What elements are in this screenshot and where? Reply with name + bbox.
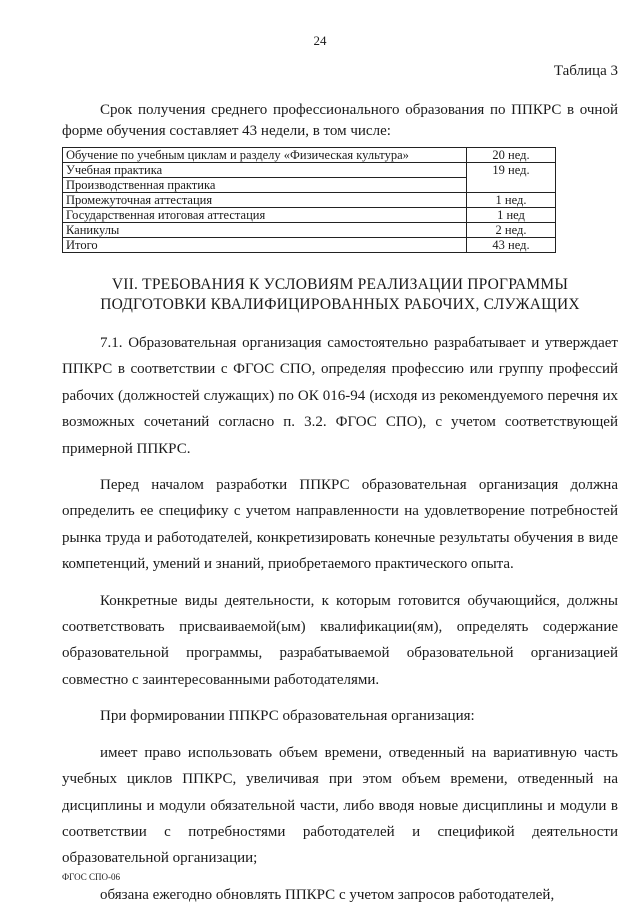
paragraph: обязана ежегодно обновлять ППКРС с учетом запросов работодателей,: [100, 886, 555, 903]
section-heading: [62, 275, 618, 315]
row-label: Промежуточная аттестация: [63, 193, 467, 208]
table-row: [63, 238, 556, 253]
paragraph: 7.1. Образовательная организация самостоятельно разрабатывает и утверждает ППКРС в соответствии с ФГОС СПО, определяя профессию или группу профессий рабочих (должностей служащих) по ОК 016-94 (исходя из рекомендуемого перечня их возможных сочетаний согласно п. 3.2. ФГОС СПО), с учетом соответствующей примерной ППКРС.: [62, 335, 618, 457]
table-row: [63, 223, 556, 238]
paragraph: Конкретные виды деятельности, к которым готовится обучающийся, должны соответствовать присваиваемой(ым) квалификации(ям), определять содержание образовательной программы, разрабатываемой образовательной организацией совместно с заинтересованными работодателями.: [62, 592, 618, 688]
paragraph: Перед началом разработки ППКРС образовательная организация должна определить ее специфику с учетом направленности на удовлетворение потребностей рынка труда и работодателей, конкретизировать конечные результаты обучения в виде компетенций, умений и знаний, приобретаемого практического опыта.: [62, 477, 618, 573]
row-value: 43 нед.: [467, 238, 556, 253]
row-value: 1 нед: [467, 208, 556, 223]
paragraph: При формировании ППКРС образовательная организация:: [100, 708, 475, 725]
row-label: Государственная итоговая аттестация: [63, 208, 467, 223]
row-label: Итого: [63, 238, 467, 253]
row-value: 20 нед.: [467, 148, 556, 163]
table-caption: Таблица 3: [553, 63, 618, 79]
row-value: 19 нед.: [467, 163, 556, 193]
page-number: 24: [313, 33, 327, 48]
study-terms-table: [62, 147, 556, 253]
table-row: [63, 163, 556, 178]
footer-code: ФГОС СПО-06: [62, 872, 120, 882]
table-row: [63, 193, 556, 208]
row-label: Учебная практика: [63, 163, 467, 178]
section-heading-line: VII. ТРЕБОВАНИЯ К УСЛОВИЯМ РЕАЛИЗАЦИИ ПРОГРАММЫ: [111, 276, 569, 293]
table-row: [63, 208, 556, 223]
row-value: 2 нед.: [467, 223, 556, 238]
section-heading-line: ПОДГОТОВКИ КВАЛИФИЦИРОВАННЫХ РАБОЧИХ, СЛУЖАЩИХ: [100, 296, 580, 313]
paragraph: имеет право использовать объем времени, отведенный на вариативную часть учебных циклов ППКРС, увеличивая при этом объем времени, отведенный на дисциплины и модули обязательной части, либо вводя новые дисциплины и модули в соответствии с потребностями работодателей и спецификой деятельности образовательной организации;: [62, 744, 618, 867]
row-label: Обучение по учебным циклам и разделу «Физическая культура»: [63, 148, 467, 163]
row-label: Каникулы: [63, 223, 467, 238]
intro-paragraph: Срок получения среднего профессионального образования по ППКРС в очной форме обучения составляет 43 недели, в том числе:: [62, 102, 618, 139]
table-row: [63, 148, 556, 163]
body-text: [62, 330, 618, 918]
row-value: 1 нед.: [467, 193, 556, 208]
row-label: Производственная практика: [63, 178, 467, 193]
